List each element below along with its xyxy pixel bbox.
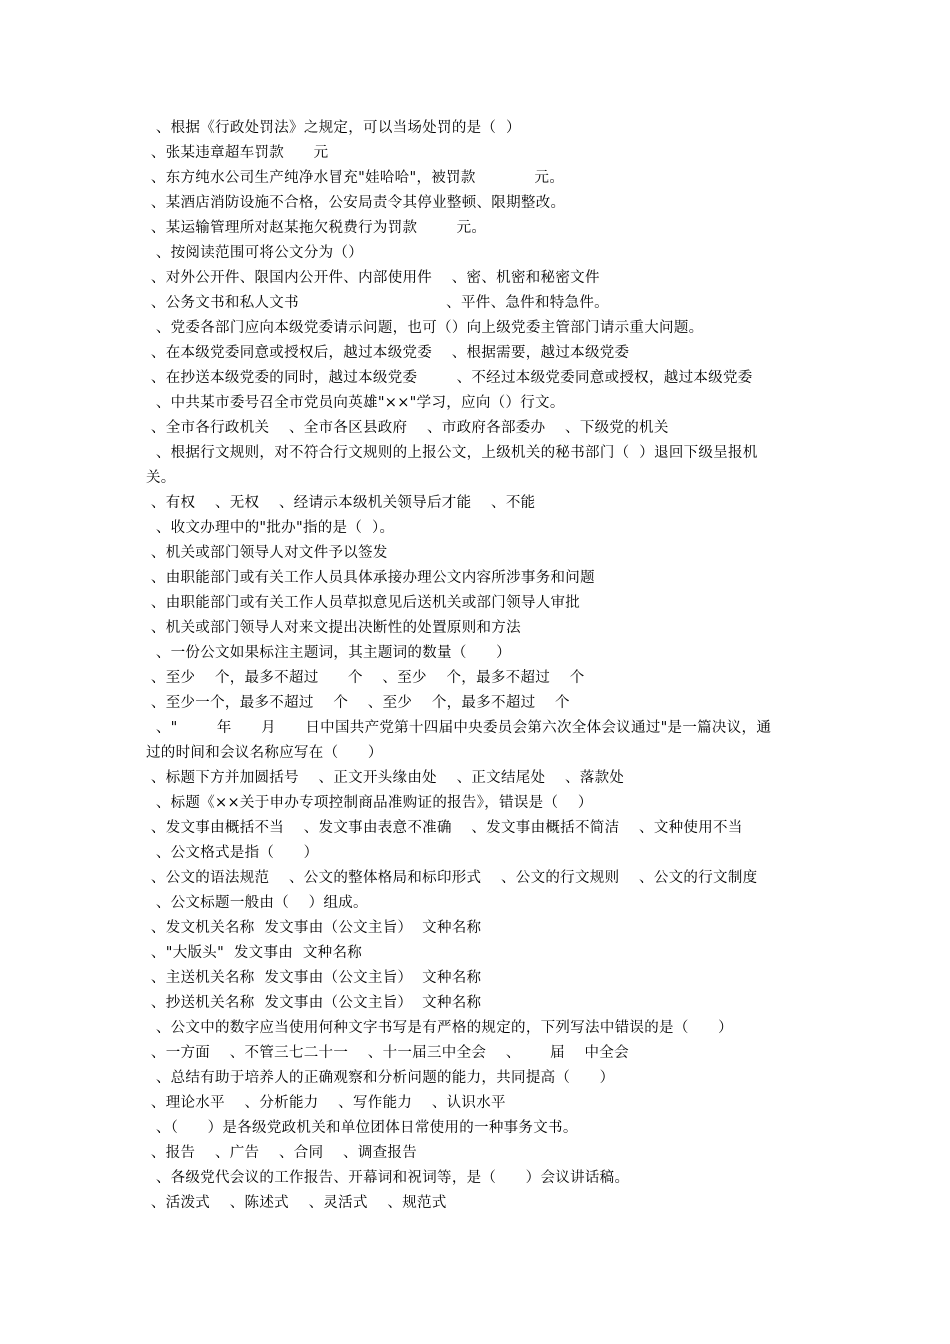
option-line: 、有权 、无权 、经请示本级机关领导后才能 、不能 (146, 495, 536, 511)
question-3: 、党委各部门应向本级党委请示问题，也可（）向上级党委主管部门请示重大问题。 (146, 320, 704, 336)
option-line: 、机关或部门领导人对来文提出决断性的处置原则和方法 (146, 620, 521, 636)
question-6: 、收文办理中的"批办"指的是（ ）。 (146, 520, 395, 536)
question-5-continued: 关。 (146, 470, 176, 486)
question-15: 、各级党代会议的工作报告、开幕词和祝词等，是（ ）会议讲话稿。 (146, 1170, 630, 1186)
option-line: 、发文机关名称 发文事由（公文主旨） 文种名称 (146, 920, 482, 936)
question-1: 、根据《行政处罚法》之规定，可以当场处罚的是（ ） (146, 120, 521, 136)
question-8-continued: 过的时间和会议名称应写在（ ） (146, 745, 383, 761)
option-line: 、抄送机关名称 发文事由（公文主旨） 文种名称 (146, 995, 482, 1011)
option-line: 、在本级党委同意或授权后，越过本级党委 、根据需要，越过本级党委 (146, 345, 630, 361)
option-line: 、主送机关名称 发文事由（公文主旨） 文种名称 (146, 970, 482, 986)
question-8: 、" 年 月 日中国共产党第十四届中央委员会第六次全体会议通过"是一篇决议，通 (146, 720, 772, 736)
question-11: 、公文标题一般由（ ）组成。 (146, 895, 368, 911)
option-line: 、张某违章超车罚款 元 (146, 145, 329, 161)
option-line: 、报告 、广告 、合同 、调查报告 (146, 1145, 418, 1161)
option-line: 、在抄送本级党委的同时，越过本级党委 、不经过本级党委同意或授权，越过本级党委 (146, 370, 753, 386)
option-line: 、全市各行政机关 、全市各区县政府 、市政府各部委办 、下级党的机关 (146, 420, 669, 436)
question-5: 、根据行文规则，对不符合行文规则的上报公文，上级机关的秘书部门（ ）退回下级呈报机 (146, 445, 758, 461)
option-line: 、一方面 、不管三七二十一 、十一届三中全会 、 届 中全会 (146, 1045, 629, 1061)
option-line: 、至少 个，最多不超过 个 、至少 个，最多不超过 个 (146, 670, 585, 686)
question-9: 、标题《××关于申办专项控制商品准购证的报告》，错误是（ ） (146, 795, 593, 811)
option-line: 、"大版头" 发文事由 文种名称 (146, 945, 363, 961)
option-line: 、发文事由概括不当 、发文事由表意不准确 、发文事由概括不简洁 、文种使用不当 (146, 820, 743, 836)
option-line: 、某酒店消防设施不合格，公安局责令其停业整顿、限期整改。 (146, 195, 566, 211)
question-7: 、一份公文如果标注主题词，其主题词的数量（ ） (146, 645, 511, 661)
option-line: 、机关或部门领导人对文件予以签发 (146, 545, 388, 561)
question-2: 、按阅读范围可将公文分为（） (146, 245, 364, 261)
option-line: 、由职能部门或有关工作人员具体承接办理公文内容所涉事务和问题 (146, 570, 595, 586)
option-line: 、活泼式 、陈述式 、灵活式 、规范式 (146, 1195, 447, 1211)
option-line: 、公务文书和私人文书 、平件、急件和特急件。 (146, 295, 609, 311)
option-line: 、理论水平 、分析能力 、写作能力 、认识水平 (146, 1095, 506, 1111)
option-line: 、公文的语法规范 、公文的整体格局和标印形式 、公文的行文规则 、公文的行文制度 (146, 870, 758, 886)
option-line: 、某运输管理所对赵某拖欠税费行为罚款 元。 (146, 220, 487, 236)
question-12: 、公文中的数字应当使用何种文字书写是有严格的规定的，下列写法中错误的是（ ） (146, 1020, 733, 1036)
option-line: 、由职能部门或有关工作人员草拟意见后送机关或部门领导人审批 (146, 595, 581, 611)
question-4: 、中共某市委号召全市党员向英雄"××"学习，应向（）行文。 (146, 395, 565, 411)
question-14: 、（ ）是各级党政机关和单位团体日常使用的一种事务文书。 (146, 1120, 578, 1136)
option-line: 、东方纯水公司生产纯净水冒充"娃哈哈"，被罚款 元。 (146, 170, 565, 186)
question-13: 、总结有助于培养人的正确观察和分析问题的能力，共同提高（ ） (146, 1070, 615, 1086)
option-line: 、标题下方并加圆括号 、正文开头缘由处 、正文结尾处 、落款处 (146, 770, 625, 786)
question-10: 、公文格式是指（ ） (146, 845, 319, 861)
option-line: 、对外公开件、限国内公开件、内部使用件 、密、机密和秘密文件 (146, 270, 600, 286)
option-line: 、至少一个，最多不超过 个 、至少 个，最多不超过 个 (146, 695, 570, 711)
